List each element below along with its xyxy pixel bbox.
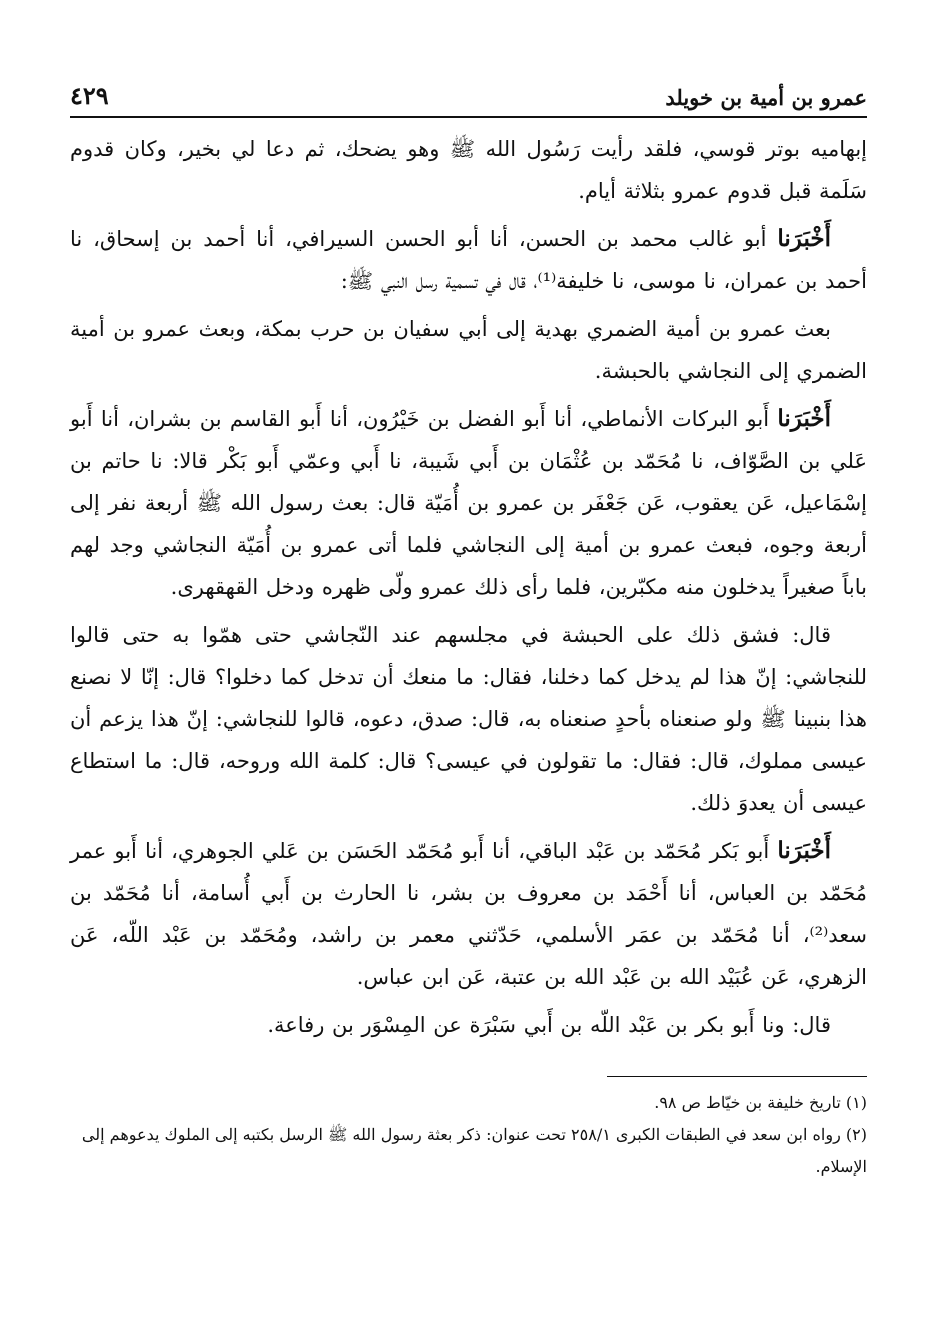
paragraph-3 (70, 308, 867, 392)
paragraph-6 (70, 830, 867, 998)
page-header (70, 70, 867, 118)
paragraph-text: أَبو بَكر مُحَمّد بن عَبْد الباقي، أنا أَبو مُحَمّد الحَسَن بن عَلي الجوهري، أنا أَبو عمر مُحَمّد بن العباس، أنا أَحْمَد بن معروف بن بشر، نا الحارث بن أَبي أُسامة، أنا مُحَمّد بن سعد⁽²⁾، أنا مُحَمّد بن عمَر الأسلمي، حَدّثني معمر بن راشد، ومُحَمّد بن عَبْد اللّه، عَن الزهري، عَن عُبَيْد الله بن عَبْد الله بن عتبة، عَن ابن عباس. (70, 839, 867, 989)
paragraph-text: بعث عمرو بن أمية الضمري بهدية إلى أبي سفيان بن حرب بمكة، وبعث عمرو بن أمية الضمري إلى النجاشي بالحبشة. (70, 317, 867, 383)
paragraph-text: إبهاميه بوتر قوسي، فلقد رأيت رَسُول الله ﷺ وهو يضحك، ثم دعا لي بخير، وكان قدوم سَلَمة قبل قدوم عمرو بثلاثة أيام. (70, 137, 867, 203)
narration-keyword: أَخْبَرَنا (777, 837, 831, 864)
paragraph-text: أَبو البركات الأنماطي، أنا أَبو الفضل بن خَيْرُون، أنا أَبو القاسم بن بشران، أنا أَبو عَلي بن الصَّوّاف، نا مُحَمّد بن عُثْمَان بن أَبي شَيبة، نا أَبي وعمّي أَبو بَكْر قالا: نا حاتم بن إسْمَاعيل، عَن يعقوب، عَن جَعْفَر بن عمرو بن أُمَيّة قال: بعث رسول الله ﷺ أربعة نفر إلى أربعة وجوه، فبعث عمرو بن أمية إلى النجاشي فلما أتى عمرو بن أُمَيّة النجاشي وجد لهم باباً صغيراً يدخلون منه مكبّرين، فلما رأى ذلك عمرو ولّى ظهره ودخل القهقهرى. (70, 407, 867, 599)
footnotes (70, 1087, 867, 1183)
narration-keyword: أَخْبَرَنا (777, 405, 831, 432)
footnote-1: (١) تاريخ خليفة بن خيّاط ص ٩٨. (654, 1093, 867, 1112)
paragraph-text: قال: فشق ذلك على الحبشة في مجلسهم عند النّجاشي حتى همّوا به حتى قالوا للنجاشي: إنّ هذا لم يدخل كما دخلنا، فقال: ما منعك أن تدخل كما دخلوا؟ قال: إنّا لا نصنع هذا بنبينا ﷺ ولو صنعناه بأحدٍ صنعناه به، قال: صدق، دعوه، قالوا للنجاشي: إنّ هذا يزعم أن عيسى مملوك، قال: فقال: ما تقولون في عيسى؟ قال: كلمة الله وروحه، قال: ما استطاع عيسى أن يعدوَ ذلك. (70, 623, 867, 815)
paragraph-2 (70, 218, 867, 302)
footnote-2: (٢) رواه ابن سعد في الطبقات الكبرى ٢٥٨/١ تحت عنوان: ذكر بعثة رسول الله ﷺ الرسل بكتبه إلى الملوك يدعوهم إلى الإسلام. (81, 1125, 867, 1176)
narration-keyword: أَخْبَرَنا (777, 225, 831, 252)
footnote-divider (607, 1076, 867, 1077)
page-number: ٤٢٩ (70, 81, 109, 110)
paragraph-5 (70, 614, 867, 824)
main-text (70, 128, 867, 1046)
paragraph-1 (70, 128, 867, 212)
paragraph-text: قال: ونا أَبو بكر بن عَبْد اللّه بن أَبي سَبْرَة عن المِسْوَر بن رفاعة. (267, 1013, 831, 1037)
paragraph-text: أبو غالب محمد بن الحسن، أنا أبو الحسن السيرافي، أنا أحمد بن إسحاق، نا أحمد بن عمران، نا موسى، نا خليفة⁽¹⁾، قال في تسمية رسل النبي ﷺ: (70, 227, 867, 293)
paragraph-7 (70, 1004, 867, 1046)
running-title: عمرو بن أمية بن خويلد (665, 85, 867, 110)
paragraph-4 (70, 398, 867, 608)
